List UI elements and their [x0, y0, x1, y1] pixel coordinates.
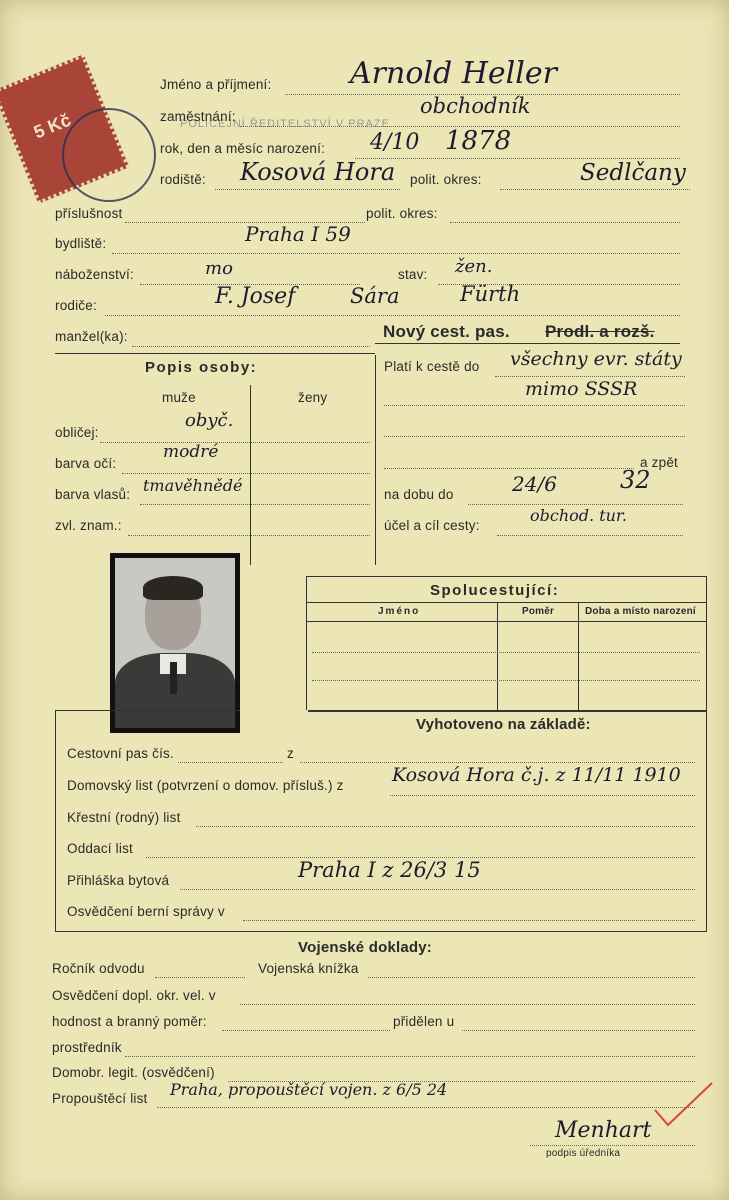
- birthplace-line: [215, 189, 400, 190]
- valid-line-2: [384, 405, 685, 406]
- military-discharge-value: Praha, propouštěcí vojen. z 6/5 24: [170, 1080, 448, 1099]
- renewal-label: Prodl. a rozš.: [545, 322, 655, 341]
- eyes-value: modré: [163, 442, 219, 462]
- companions-header-bottom: [307, 621, 706, 622]
- parents-mother-value: Sára: [350, 284, 400, 308]
- portrait-photo: [110, 553, 240, 733]
- military-assigned-label: přidělen u: [393, 1014, 455, 1029]
- official-signature: Menhart: [555, 1118, 652, 1143]
- duration-day-value: 24/6: [512, 472, 557, 496]
- valid-value-2: mimo SSSR: [525, 378, 638, 400]
- district-label: polit. okres:: [410, 172, 482, 187]
- new-passport-label: Nový cest. pas.: [383, 322, 510, 341]
- spouse-label: manžel(ka):: [55, 329, 128, 344]
- companions-header-top: [307, 602, 706, 603]
- military-book-label: Vojenská knížka: [258, 961, 359, 976]
- name-value: Arnold Heller: [350, 56, 557, 91]
- military-year-line: [155, 977, 245, 978]
- name-label: Jméno a příjmení:: [160, 77, 272, 92]
- valid-line: [495, 376, 685, 377]
- religion-value: mo: [205, 258, 233, 279]
- photo-hair: [143, 576, 203, 600]
- description-title: Popis osoby:: [145, 359, 258, 376]
- birthplace-value: Kosová Hora: [240, 158, 396, 186]
- occupation-value: obchodník: [420, 94, 531, 118]
- marriage-label: Oddací list: [67, 841, 133, 856]
- military-legit-label: Domobr. legit. (osvědčení): [52, 1065, 215, 1080]
- military-year-label: Ročník odvodu: [52, 961, 145, 976]
- companions-row-1: [312, 652, 700, 653]
- basis-title: Vyhotoveno na základě:: [416, 716, 591, 733]
- birthdate-day-value: 4/10: [370, 130, 420, 155]
- military-rank-line: [222, 1030, 390, 1031]
- passport-z-label: z: [287, 746, 294, 761]
- marks-label: zvl. znam.:: [55, 518, 122, 533]
- tax-label: Osvědčení berní správy v: [67, 904, 225, 919]
- revenue-stamp-value: 5 Kč: [30, 109, 74, 143]
- companions-col-birth: Doba a místo narození: [585, 606, 696, 617]
- residence-value: Praha I 59: [245, 222, 351, 246]
- parents-label: rodiče:: [55, 298, 97, 313]
- face-value: obyč.: [185, 410, 234, 431]
- duration-label: na dobu do: [384, 487, 454, 502]
- purpose-value: obchod. tur.: [530, 506, 627, 525]
- photo-tie: [170, 662, 177, 694]
- companions-title: Spolucestující:: [430, 582, 560, 599]
- military-discharge-label: Propouštěcí list: [52, 1091, 148, 1106]
- military-assigned-line: [462, 1030, 695, 1031]
- domicile-label: příslušnost: [55, 206, 123, 221]
- baptism-label: Křestní (rodný) list: [67, 810, 181, 825]
- parents-father-value: F. Josef: [215, 284, 296, 309]
- purpose-line: [497, 535, 683, 536]
- passport-line: [178, 762, 283, 763]
- residence-line: [112, 253, 680, 254]
- residence-label: bydliště:: [55, 236, 107, 251]
- companions-row-2: [312, 680, 700, 681]
- military-intermediary-line: [125, 1056, 695, 1057]
- passport-label: Cestovní pas čís.: [67, 746, 174, 761]
- description-top-rule: [55, 353, 375, 354]
- purpose-label: účel a cíl cesty:: [384, 518, 480, 533]
- valid-value-1: všechny evr. státy: [510, 348, 682, 370]
- red-check-mark: [640, 1075, 720, 1135]
- parents-line: [105, 315, 680, 316]
- registration-line: [180, 889, 695, 890]
- home-value: Kosová Hora č.j. z 11/11 1910: [392, 764, 681, 786]
- male-label: muže: [162, 390, 196, 405]
- district2-label: polit. okres:: [366, 206, 438, 221]
- birthdate-line: [355, 158, 680, 159]
- duration-line: [468, 504, 683, 505]
- hair-line: [140, 504, 370, 505]
- valid-label: Platí k cestě do: [384, 359, 480, 374]
- police-stamp-text: POLICEJNÍ ŘEDITELSTVÍ V PRAZE: [180, 118, 390, 130]
- military-book-line: [368, 977, 695, 978]
- return-line: [384, 468, 634, 469]
- status-label: stav:: [398, 267, 428, 282]
- military-cert-label: Osvědčení dopl. okr. vel. v: [52, 988, 216, 1003]
- registration-label: Přihláška bytová: [67, 873, 170, 888]
- description-divider: [250, 385, 251, 565]
- military-intermediary-label: prostředník: [52, 1040, 122, 1055]
- basis-erase-line: [240, 710, 308, 712]
- travel-top-rule: [375, 343, 680, 344]
- birthdate-year-value: 1878: [445, 126, 512, 156]
- hair-label: barva vlasů:: [55, 487, 131, 502]
- birthplace-label: rodiště:: [160, 172, 206, 187]
- companions-col-divider-2: [578, 602, 579, 710]
- district-line: [500, 189, 690, 190]
- baptism-line: [196, 826, 695, 827]
- occupation-label: zaměstnání:: [160, 109, 236, 124]
- companions-col-name: Jméno: [378, 606, 421, 617]
- companions-col-divider-1: [497, 602, 498, 710]
- face-line: [100, 442, 370, 443]
- military-cert-line: [240, 1004, 695, 1005]
- district2-line: [450, 222, 680, 223]
- military-title: Vojenské doklady:: [298, 939, 432, 956]
- registration-value: Praha I z 26/3 15: [298, 858, 481, 882]
- return-label: a zpět: [640, 455, 678, 470]
- eyes-line: [122, 473, 370, 474]
- companions-col-relation: Poměr: [522, 606, 555, 617]
- eyes-label: barva očí:: [55, 456, 117, 471]
- valid-line-3: [384, 436, 685, 437]
- tax-line: [243, 920, 695, 921]
- duration-year-value: 32: [620, 466, 651, 494]
- hair-value: tmavěhnědé: [143, 476, 243, 495]
- signature-line: [530, 1145, 695, 1146]
- home-line: [390, 795, 695, 796]
- religion-label: náboženství:: [55, 267, 134, 282]
- home-label: Domovský list (potvrzení o domov. přísluš.) z: [67, 778, 344, 793]
- birthdate-label: rok, den a měsíc narození:: [160, 141, 326, 156]
- signature-label: podpis úředníka: [546, 1148, 621, 1159]
- passport-z-line: [300, 762, 695, 763]
- status-value: žen.: [455, 256, 493, 277]
- spouse-line: [132, 346, 370, 347]
- military-rank-label: hodnost a branný poměr:: [52, 1014, 207, 1029]
- travel-divider: [375, 355, 376, 565]
- female-label: ženy: [298, 390, 328, 405]
- district-value: Sedlčany: [580, 160, 686, 186]
- face-label: obličej:: [55, 425, 99, 440]
- police-stamp: [62, 108, 156, 202]
- marks-line: [128, 535, 370, 536]
- military-discharge-line: [157, 1107, 695, 1108]
- parents-surname-value: Fürth: [460, 282, 521, 306]
